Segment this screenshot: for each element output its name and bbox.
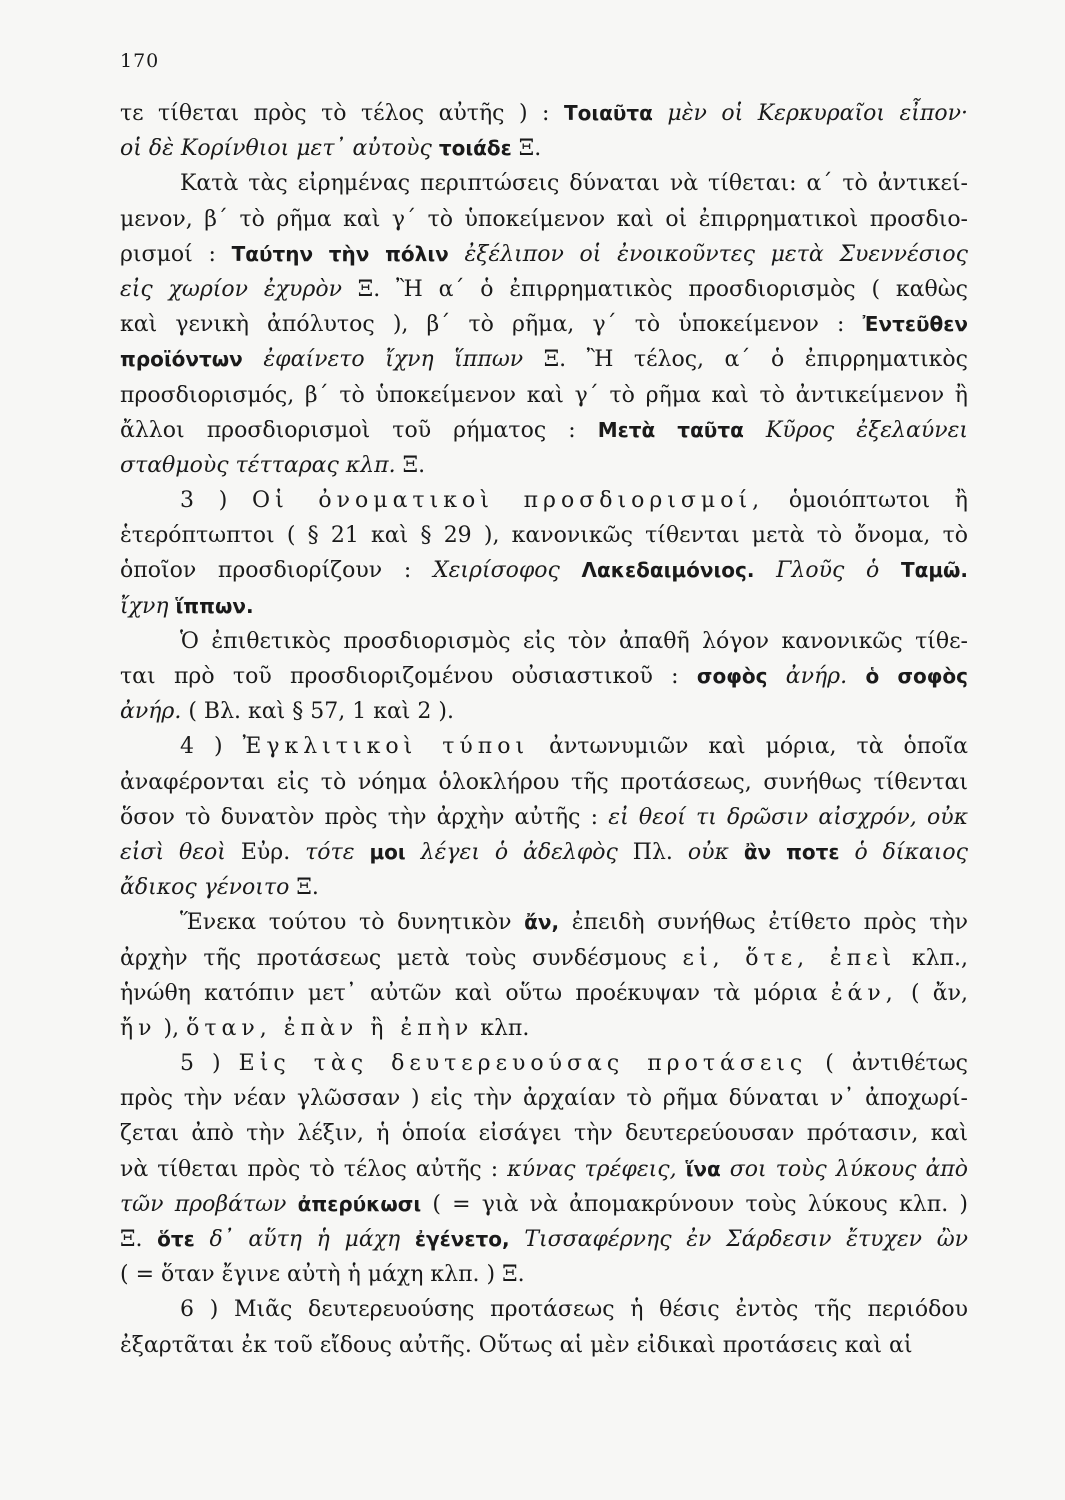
text-segment: μοι — [369, 839, 406, 864]
text-segment: Ξ. Ἢ α΄ ὁ ἐπιρρηματικὸς προσδιορισμὸς ( καθὼς — [341, 276, 968, 302]
text-segment: ἑτερόπτωπτοι ( § 21 καὶ § 29 ), κανονικῶς τίθενται μετὰ τὸ ὄνομα, τὸ — [120, 523, 968, 549]
text-segment: ἄν, — [524, 910, 560, 935]
text-segment: εἰ, ὅτε, ἐπεὶ — [682, 945, 897, 971]
text-segment — [449, 242, 465, 267]
text-segment: Ὁ ἐπιθετικὸς προσδιορισμὸς εἰς τὸν ἀπαθῆ λόγον κανονικῶς τίθε- — [180, 628, 968, 654]
text-segment: ἵνα — [685, 1156, 721, 1181]
text-line — [120, 1116, 968, 1151]
text-segment: ἐγένετο, — [414, 1227, 510, 1251]
text-segment: Μετὰ ταῦτα — [597, 417, 744, 442]
text-segment — [677, 1157, 686, 1182]
text-segment — [879, 558, 901, 583]
text-segment: ἄλλοι προσδιορισμοὶ τοῦ ρήματος : — [120, 417, 598, 443]
text-segment: νὰ τίθεται πρὸς τὸ τέλος αὐτῆς : — [120, 1156, 508, 1182]
text-segment: ἡνώθη κατόπιν μετ᾽ αὐτῶν καὶ οὕτω προέκυψαν τὰ μόρια — [120, 980, 831, 1006]
text-segment — [406, 840, 421, 865]
text-segment — [729, 840, 744, 865]
text-segment: Ταύτην τὴν πόλιν — [231, 241, 449, 266]
text-segment: Ξ. — [511, 136, 542, 162]
text-line — [120, 307, 968, 342]
text-segment: προσδιορισμός, β΄ τὸ ὑποκείμενον καὶ γ΄ τὸ ρῆμα καὶ τὸ ἀντικείμενον ἢ — [120, 382, 968, 408]
text-segment: ), — [156, 1015, 187, 1041]
text-segment — [286, 1192, 297, 1217]
text-segment: ἐάν, — [830, 980, 898, 1006]
text-segment: 3 ) — [180, 488, 253, 514]
text-segment: ἀντωνυμιῶν καὶ μόρια, τὰ ὁποῖα — [529, 734, 968, 760]
text-segment: ἐξέλιπον οἱ ἐνοικοῦντες μετὰ Συεννέσιος — [464, 241, 968, 267]
text-segment: ὅταν, ἐπὰν ἢ ἐπὴν — [186, 1015, 474, 1041]
text-line — [120, 976, 968, 1011]
text-line — [120, 1257, 968, 1292]
text-line — [120, 1011, 968, 1046]
text-segment: Πλ. — [617, 839, 688, 865]
text-segment: Ἐγκλιτικοὶ τύποι — [242, 734, 530, 760]
text-line — [120, 272, 968, 307]
text-segment: ἀνήρ. — [120, 699, 182, 725]
text-line — [120, 1046, 968, 1081]
text-segment: Ξ. — [120, 1227, 158, 1252]
text-segment: Ἕνεκα τούτου τὸ δυνητικὸν — [180, 910, 525, 936]
text-line — [120, 905, 968, 940]
text-segment: ὁποῖον προσδιορίζουν : — [120, 558, 433, 584]
text-segment — [169, 594, 176, 619]
text-segment: ( ἀντιθέτως — [807, 1051, 968, 1077]
text-segment — [653, 101, 668, 126]
text-segment: ἤν — [120, 1015, 157, 1041]
text-segment: Οἱ ὀνοματικοὶ προσδιορισμοί, — [252, 488, 765, 514]
text-segment: ( Βλ. καὶ § 57, 1 καὶ 2 ). — [181, 699, 454, 725]
text-segment: ἐξαρτᾶται ἐκ τοῦ εἴδους αὐτῆς. Οὕτως αἱ μὲν εἰδικαὶ προτάσεις καὶ αἱ — [120, 1332, 913, 1358]
text-line — [120, 941, 968, 976]
text-line — [120, 870, 968, 905]
text-segment: ἀρχὴν τῆς προτάσεως μετὰ τοὺς συνδέσμους — [120, 945, 683, 971]
text-segment: Ταμῶ. — [900, 558, 968, 583]
text-line — [120, 1152, 968, 1187]
text-line — [120, 1222, 968, 1257]
text-segment: κλπ., — [896, 945, 968, 971]
text-segment: Ξ. — [395, 452, 426, 478]
text-line — [120, 659, 968, 694]
text-segment: μενον, β΄ τὸ ρῆμα καὶ γ΄ τὸ ὑποκείμενον καὶ οἱ ἐπιρρηματικοὶ προσδιο- — [120, 206, 968, 232]
text-line — [120, 342, 968, 377]
text-segment: ὅτε — [157, 1227, 195, 1251]
text-segment: σταθμοὺς τέτταρας κλπ. — [120, 452, 396, 478]
text-segment: κύνας τρέφεις, — [507, 1156, 677, 1182]
text-line — [120, 800, 968, 835]
text-segment — [243, 347, 264, 372]
text-line — [120, 202, 968, 237]
text-segment — [721, 1157, 730, 1182]
text-segment: Κατὰ τὰς εἰρημένας περιπτώσεις δύναται νὰ τίθεται: α΄ τὸ ἀντικεί- — [180, 171, 968, 197]
text-block — [120, 96, 968, 1363]
text-line — [120, 518, 968, 553]
text-segment — [400, 1227, 415, 1252]
text-segment: ἴχνη — [120, 593, 169, 619]
text-segment: Τισσαφέρνης ἐν Σάρδεσιν ἔτυχεν ὢν — [524, 1227, 968, 1252]
text-segment: ἀναφέρονται εἰς τὸ νόημα ὁλοκλήρου τῆς προτάσεως, συνήθως τίθενται — [120, 769, 968, 795]
text-segment: Λακεδαιμόνιος. — [581, 558, 755, 583]
text-segment: ἀπερύκωσι — [297, 1191, 422, 1216]
text-segment: ἐφαίνετο ἴχνη ἵππων — [263, 347, 524, 373]
text-segment: ( = ὅταν ἔγινε αὐτὴ ἡ μάχη κλπ. ) Ξ. — [120, 1262, 525, 1288]
text-segment: καὶ γενικὴ ἀπόλυτος ), β΄ τὸ ρῆμα, γ΄ τὸ ὑποκείμενον : — [120, 312, 863, 338]
text-segment: τότε — [305, 839, 355, 865]
text-line — [120, 694, 968, 729]
text-segment: σοφὸς — [696, 664, 768, 688]
text-segment — [744, 418, 766, 443]
text-segment: ἂν ποτε — [743, 839, 840, 864]
text-segment: 6 ) Μιᾶς δευτερευούσης προτάσεως ἡ θέσις ἐντὸς τῆς περιόδου — [180, 1297, 968, 1323]
text-segment: ὁ σοφὸς — [865, 664, 968, 688]
text-segment: κλπ. — [473, 1015, 530, 1041]
text-segment: Γλοῦς ὁ — [776, 558, 880, 584]
text-line — [120, 1187, 968, 1222]
text-segment: Τοιαῦτα — [563, 101, 653, 125]
text-segment: τοιάδε — [438, 136, 512, 161]
text-segment: Εὐρ. — [225, 839, 306, 865]
text-segment — [767, 664, 785, 689]
text-segment: τε τίθεται πρὸς τὸ τέλος αὐτῆς ) : — [120, 101, 564, 126]
page-number: 170 — [120, 50, 160, 72]
text-segment — [355, 840, 370, 865]
text-segment: ὅσον τὸ δυνατὸν πρὸς τὴν ἀρχὴν αὐτῆς : — [120, 804, 609, 830]
text-line — [120, 448, 968, 483]
text-line — [120, 589, 968, 624]
text-segment — [510, 1227, 525, 1252]
text-line — [120, 378, 968, 413]
text-line — [120, 553, 968, 588]
text-segment: ἄδικος γένοιτο — [120, 875, 290, 901]
text-line — [120, 1081, 968, 1116]
text-line — [120, 1292, 968, 1327]
text-segment: εἰ θεοί τι δρῶσιν αἰσχρόν, οὐκ — [608, 804, 968, 830]
text-segment — [195, 1227, 210, 1252]
text-segment: ὁ δίκαιος — [854, 839, 968, 865]
text-line — [120, 765, 968, 800]
text-line — [120, 729, 968, 764]
text-segment: ἵππων. — [175, 593, 254, 618]
text-segment: Κῦρος ἐξελαύνει — [765, 417, 968, 443]
text-segment: 5 ) — [180, 1051, 239, 1077]
text-segment: Ξ. Ἢ τέλος, α΄ ὁ ἐπιρρηματικὸς — [523, 347, 968, 373]
text-segment: προϊόντων — [120, 347, 243, 372]
text-segment: Εἰς τὰς δευτερευούσας προτάσεις — [238, 1051, 808, 1077]
text-segment: λέγει ὁ ἀδελφὸς — [420, 839, 618, 865]
text-segment: ρισμοί : — [120, 241, 232, 267]
text-segment: Ἐντεῦθεν — [862, 312, 968, 337]
text-segment — [754, 558, 776, 583]
text-segment: ζεται ἀπὸ τὴν λέξιν, ἡ ὁποία εἰσάγει τὴν δευτερεύουσαν πρότασιν, καὶ — [120, 1121, 968, 1147]
text-line — [120, 835, 968, 870]
text-segment: ( ἄν, — [897, 980, 968, 1006]
text-segment: εἰσὶ θεοὶ — [120, 839, 226, 865]
text-segment — [560, 558, 582, 583]
text-segment: Ξ. — [289, 875, 319, 901]
text-line — [120, 237, 968, 272]
text-segment: εἰς χωρίον ἐχυρὸν — [120, 276, 342, 302]
text-line — [120, 131, 968, 166]
text-line — [120, 483, 968, 518]
text-segment: δ᾽ αὕτη ἡ μάχη — [209, 1227, 401, 1252]
text-line — [120, 96, 968, 131]
text-segment: οὐκ — [687, 839, 729, 865]
text-segment: ται πρὸ τοῦ προσδιοριζομένου οὐσιαστικοῦ : — [120, 664, 697, 689]
text-line — [120, 166, 968, 201]
text-segment: Χειρίσοφος — [432, 558, 560, 584]
text-line — [120, 624, 968, 659]
text-line — [120, 413, 968, 448]
text-segment — [840, 840, 855, 865]
text-segment: ὁμοιόπτωτοι ἢ — [764, 488, 968, 514]
text-segment — [847, 664, 865, 689]
text-segment: 4 ) — [180, 734, 243, 760]
text-line — [120, 1328, 968, 1363]
text-segment: μὲν οἱ Κερκυραῖοι εἶπον· — [667, 101, 968, 126]
text-segment: τῶν προβάτων — [120, 1191, 287, 1217]
text-segment: σοι τοὺς λύκους ἀπὸ — [729, 1156, 968, 1182]
text-segment: ἀνήρ. — [785, 664, 848, 689]
text-segment: πρὸς τὴν νέαν γλῶσσαν ) εἰς τὴν ἀρχαίαν τὸ ρῆμα δύναται ν᾽ ἀποχωρί- — [120, 1086, 968, 1112]
text-segment: ἐπειδὴ συνήθως ἐτίθετο πρὸς τὴν — [559, 910, 968, 936]
text-segment: οἱ δὲ Κορίνθιοι μετ᾽ αὐτοὺς — [120, 136, 439, 162]
text-segment: ( = γιὰ νὰ ἀπομακρύνουν τοὺς λύκους κλπ. ) — [421, 1191, 968, 1217]
